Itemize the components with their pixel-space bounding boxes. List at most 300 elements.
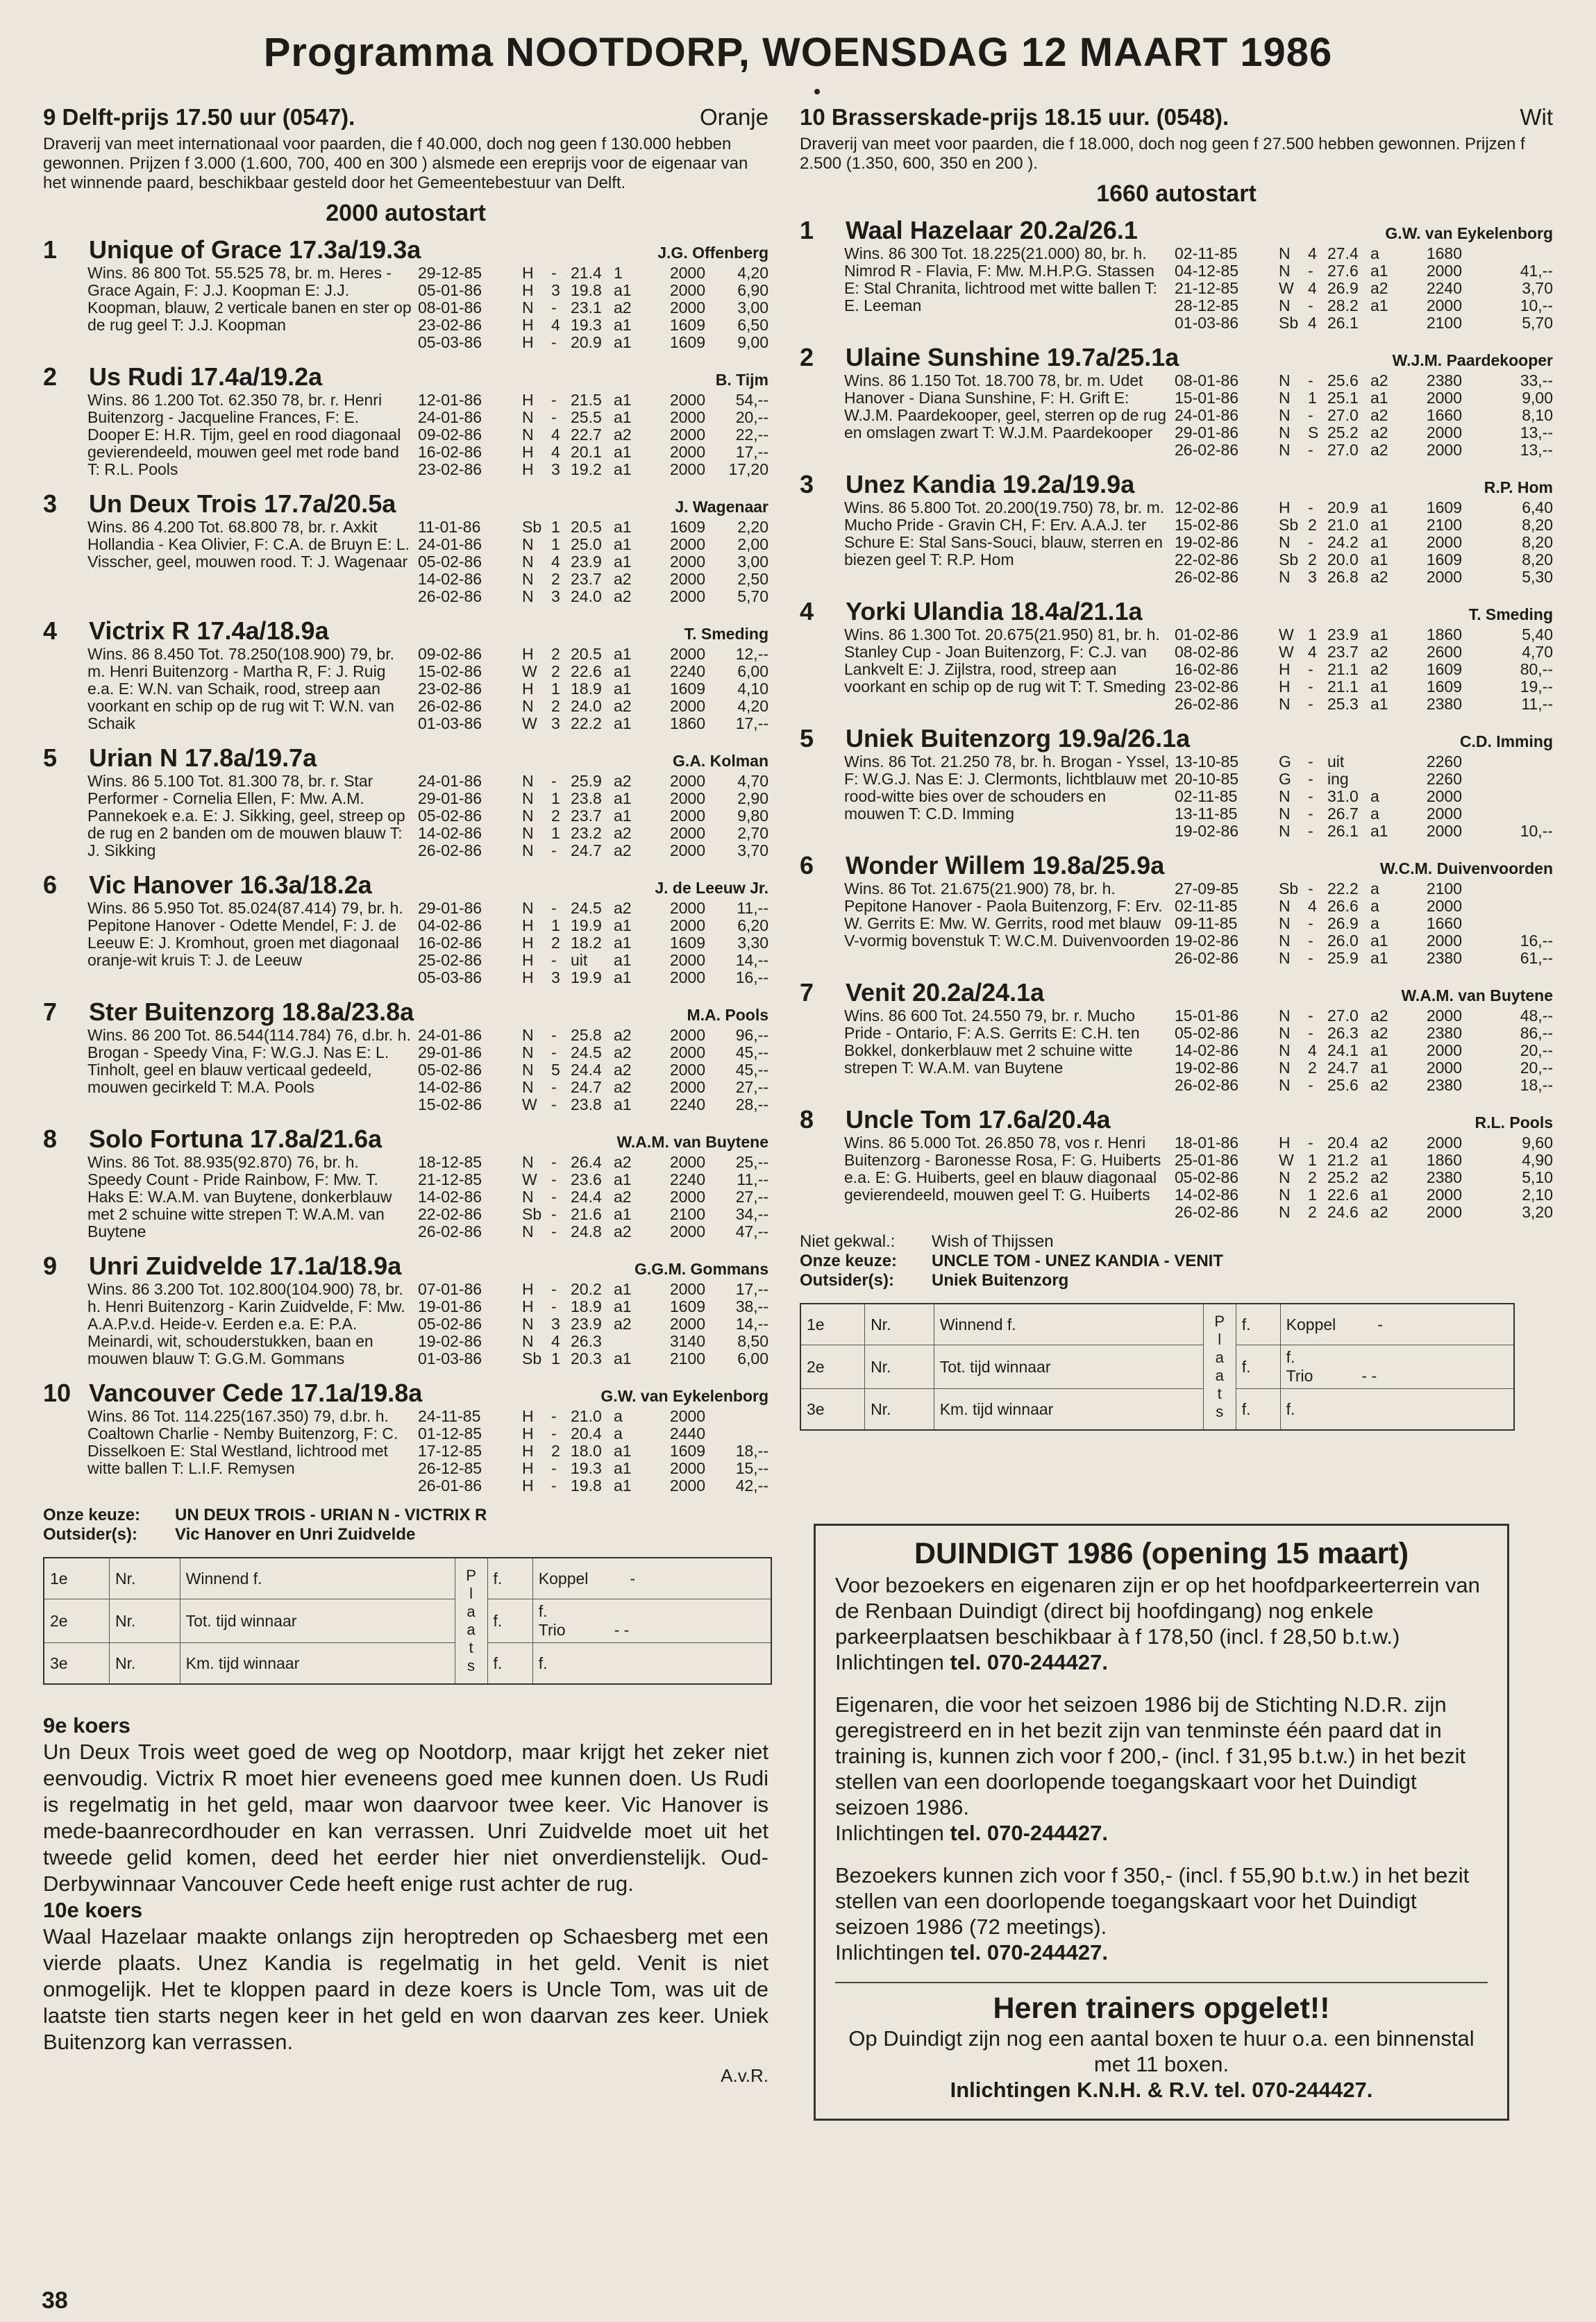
performance-cell: 6,00 bbox=[737, 662, 768, 680]
performance-cell: 4,20 bbox=[737, 697, 768, 715]
performance-cell bbox=[1370, 753, 1400, 771]
performance-table bbox=[418, 1027, 768, 1113]
performance-cell: H bbox=[522, 1477, 534, 1495]
performance-cell: a2 bbox=[614, 1061, 632, 1079]
performance-row bbox=[1175, 805, 1553, 823]
performance-cell bbox=[1370, 314, 1400, 332]
horse-header bbox=[43, 235, 768, 264]
horse-trainer: W.J.M. Paardekooper bbox=[1392, 351, 1553, 369]
performance-cell: 25.9 bbox=[571, 772, 602, 790]
performance-cell: a2 bbox=[1370, 371, 1388, 389]
horse-list bbox=[43, 235, 768, 1495]
performance-cell: 2000 bbox=[669, 1407, 705, 1425]
performance-cell: G bbox=[1279, 770, 1291, 788]
performance-cell: 27-09-85 bbox=[1175, 880, 1239, 898]
divider bbox=[835, 1982, 1488, 1983]
performance-cell: 1 bbox=[551, 535, 560, 553]
performance-cell: 21.1 bbox=[1327, 678, 1359, 696]
performance-cell: a1 bbox=[1370, 533, 1388, 551]
result-table-holder bbox=[800, 1303, 1515, 1431]
performance-cell: 01-03-86 bbox=[1175, 314, 1239, 332]
performance-cell: 5,30 bbox=[1522, 568, 1553, 586]
performance-cell: N bbox=[1279, 932, 1291, 950]
performance-cell: uit bbox=[571, 951, 588, 969]
horse-name: Unri Zuidvelde 17.1a/18.9a bbox=[89, 1252, 402, 1280]
horse-header bbox=[800, 343, 1553, 372]
performance-cell: 5,10 bbox=[1522, 1168, 1553, 1186]
performance-cell: 08-01-86 bbox=[1175, 371, 1239, 389]
performance-cell: 25-02-86 bbox=[418, 951, 482, 969]
performance-cell: a1 bbox=[614, 535, 632, 553]
performance-cell: 2 bbox=[551, 807, 560, 825]
performance-cell: 2000 bbox=[1426, 441, 1462, 459]
performance-row bbox=[418, 646, 768, 663]
start-type: 2000 autostart bbox=[326, 200, 486, 226]
performance-cell: 2000 bbox=[1426, 1059, 1462, 1077]
performance-cell: 1660 bbox=[1426, 914, 1462, 932]
performance-row bbox=[418, 1408, 768, 1425]
performance-cell: 24.1 bbox=[1327, 1041, 1359, 1059]
performance-cell: - bbox=[551, 899, 557, 917]
horse-name: Vic Hanover 16.3a/18.2a bbox=[89, 870, 372, 899]
performance-cell: a1 bbox=[614, 1095, 632, 1113]
performance-cell: N bbox=[1279, 296, 1291, 314]
performance-cell: H bbox=[522, 916, 534, 934]
performance-cell: 2380 bbox=[1426, 695, 1462, 713]
horse-name: Venit 20.2a/24.1a bbox=[846, 978, 1045, 1007]
extra-cell bbox=[1280, 1389, 1514, 1431]
nr-cell: Nr. bbox=[865, 1389, 934, 1431]
extra-cell bbox=[532, 1643, 771, 1685]
performance-cell: 22.6 bbox=[571, 662, 602, 680]
f-label: f. bbox=[538, 1602, 548, 1620]
performance-cell: H bbox=[522, 1424, 534, 1442]
result-label-cell: Km. tijd winnaar bbox=[180, 1643, 455, 1685]
performance-row bbox=[1175, 932, 1553, 950]
performance-cell: a1 bbox=[614, 443, 632, 461]
performance-cell: 19.8 bbox=[571, 1477, 602, 1495]
performance-row bbox=[1175, 678, 1553, 696]
horse-number: 3 bbox=[800, 470, 814, 498]
performance-cell: a2 bbox=[614, 426, 632, 444]
commentary-text: Waal Hazelaar maakte onlangs zijn heroptreden op Schaesberg met een vierde plaats. Unez Kandia is regelmatig in het geld. Venit is niet onmogelijk. Het te kloppen paard in deze koers is Uncle Tom, was uit de laatste tien starts negen keer in het geld en won daarvan zes keer. Uniek Buitenzorg kan verrassen. bbox=[43, 1924, 768, 2054]
performance-cell: 2000 bbox=[1426, 296, 1462, 314]
horse-trainer: J.G. Offenberg bbox=[657, 244, 768, 262]
performance-cell: 47,-- bbox=[735, 1222, 768, 1240]
performance-cell: 12-02-86 bbox=[1175, 498, 1239, 516]
dash: - - bbox=[1361, 1367, 1377, 1385]
performance-cell: N bbox=[522, 697, 534, 715]
ad-paragraph: Eigenaren, die voor het seizoen 1986 bij de Stichting N.D.R. zijn geregistreerd en in het bezit zijn van tenminste één paard dat in training is, kunnen zich voor f 200,- (incl. f 31,95 b.t.w.) in het bezit stellen van een doorlopende toegangskaart voor het Duindigt seizoen 1986. Inlichtingen tel. 070-244427. bbox=[835, 1692, 1466, 1845]
performance-cell: 23.9 bbox=[571, 1315, 602, 1333]
race-description: Draverij van meet voor paarden, die f 18.000, doch nog geen f 27.500 hebben gewonnen. Prijzen f 2.500 (1.350, 600, 350 en 200 ). bbox=[800, 135, 1525, 173]
performance-cell: 20.5 bbox=[571, 518, 602, 536]
horse-trainer: W.A.M. van Buytene bbox=[1401, 986, 1553, 1004]
performance-cell: a2 bbox=[614, 899, 632, 917]
performance-cell: 61,-- bbox=[1520, 949, 1553, 967]
outsider-label: Outsider(s): bbox=[800, 1271, 895, 1290]
performance-cell: 21.4 bbox=[571, 264, 602, 282]
performance-cell: a2 bbox=[614, 570, 632, 588]
horse-header bbox=[43, 362, 768, 392]
performance-cell: 23.6 bbox=[571, 1170, 602, 1188]
performance-cell: 24.6 bbox=[1327, 1203, 1359, 1221]
performance-cell: a1 bbox=[614, 662, 632, 680]
horse-info: Wins. 86 4.200 Tot. 68.800 78, br. r. Axkit Hollandia - Kea Olivier, F: C.A. de Bruyn E: L. Visscher, geel, mouwen rood. T: J. Wagenaar bbox=[87, 518, 410, 571]
performance-row bbox=[418, 1460, 768, 1477]
horse-header bbox=[800, 597, 1553, 626]
horse-trainer: G.A. Kolman bbox=[672, 752, 768, 770]
performance-cell: 26-02-86 bbox=[1175, 1076, 1239, 1094]
performance-cell: 4 bbox=[1308, 1041, 1317, 1059]
trio bbox=[539, 1621, 765, 1640]
performance-cell: 2000 bbox=[669, 824, 705, 842]
horse-entry bbox=[800, 216, 1553, 332]
performance-cell: 6,90 bbox=[737, 281, 768, 299]
performance-cell: - bbox=[551, 951, 557, 969]
horse-entry bbox=[43, 1379, 768, 1495]
performance-cell: 15-02-86 bbox=[418, 662, 482, 680]
f-cell: f. bbox=[487, 1558, 532, 1599]
performance-cell: 2000 bbox=[669, 697, 705, 715]
performance-row bbox=[418, 680, 768, 698]
horse-entry bbox=[800, 597, 1553, 713]
performance-cell: a1 bbox=[614, 518, 632, 536]
performance-cell: a1 bbox=[1370, 296, 1388, 314]
niet-label: Niet gekwal.: bbox=[800, 1232, 896, 1251]
performance-cell: a bbox=[1370, 897, 1379, 915]
keuze-value: UN DEUX TROIS - URIAN N - VICTRIX R bbox=[175, 1506, 487, 1524]
performance-cell: a1 bbox=[614, 1297, 632, 1315]
performance-row bbox=[1175, 1169, 1553, 1186]
performance-cell: 23.7 bbox=[571, 807, 602, 825]
performance-cell: 2100 bbox=[669, 1205, 705, 1223]
performance-row bbox=[418, 698, 768, 715]
horse-entry bbox=[43, 489, 768, 605]
performance-cell: 2000 bbox=[669, 1078, 705, 1096]
performance-cell: - bbox=[551, 772, 557, 790]
performance-cell: 02-11-85 bbox=[1175, 787, 1238, 805]
performance-cell: 2240 bbox=[669, 1170, 705, 1188]
horse-body bbox=[87, 1027, 768, 1113]
horse-info: Wins. 86 800 Tot. 55.525 78, br. m. Heres - Grace Again, F: J.J. Koopman E: J.J. Koopman, blauw, 2 verticale banen en ster op de rug geel T: J.J. Koopman bbox=[87, 264, 412, 334]
performance-row bbox=[418, 1154, 768, 1171]
performance-cell: 1609 bbox=[669, 934, 705, 952]
performance-cell: 19-02-86 bbox=[418, 1332, 482, 1350]
performance-cell: 29-01-86 bbox=[418, 1043, 482, 1061]
keuze-label: Onze keuze: bbox=[800, 1252, 898, 1270]
performance-cell: 2380 bbox=[1426, 371, 1462, 389]
performance-row bbox=[1175, 661, 1553, 678]
performance-cell: 1609 bbox=[669, 316, 705, 334]
picks bbox=[800, 1232, 1553, 1290]
performance-cell: 31.0 bbox=[1327, 787, 1359, 805]
performance-cell: 23.1 bbox=[571, 298, 602, 317]
performance-row bbox=[418, 663, 768, 680]
performance-cell: 2000 bbox=[1426, 822, 1462, 840]
performance-cell: 4 bbox=[1308, 279, 1317, 297]
result-label-cell: Tot. tijd winnaar bbox=[180, 1599, 455, 1643]
performance-cell: 19.3 bbox=[571, 1459, 602, 1477]
performance-cell: a1 bbox=[614, 333, 632, 351]
performance-cell: 45,-- bbox=[735, 1043, 768, 1061]
performance-cell: N bbox=[1279, 949, 1291, 967]
performance-cell: 2000 bbox=[669, 1315, 705, 1333]
performance-cell: 02-11-85 bbox=[1175, 244, 1238, 262]
place-cell: 3e bbox=[44, 1643, 109, 1685]
horse-header bbox=[800, 724, 1553, 753]
horse-header bbox=[800, 978, 1553, 1007]
performance-table bbox=[418, 646, 768, 732]
performance-cell: a bbox=[1370, 787, 1379, 805]
performance-cell: N bbox=[522, 1188, 534, 1206]
performance-row bbox=[1175, 1186, 1553, 1204]
performance-cell: - bbox=[1308, 498, 1313, 516]
performance-cell: 2000 bbox=[669, 645, 705, 663]
performance-cell bbox=[1462, 915, 1553, 932]
performance-row bbox=[418, 536, 768, 553]
performance-cell bbox=[1462, 805, 1553, 823]
performance-cell: 1609 bbox=[669, 333, 705, 351]
result-table bbox=[800, 1303, 1515, 1431]
performance-cell: 2000 bbox=[669, 570, 705, 588]
performance-cell: 21.5 bbox=[571, 391, 602, 409]
horse-body bbox=[87, 1408, 768, 1495]
result-label-cell: Winnend f. bbox=[934, 1304, 1203, 1345]
performance-cell: 13-11-85 bbox=[1175, 805, 1238, 823]
place-cell: 2e bbox=[800, 1345, 865, 1389]
performance-row bbox=[1175, 314, 1553, 332]
performance-table bbox=[418, 264, 768, 351]
performance-cell: 23-02-86 bbox=[418, 460, 482, 478]
performance-cell: - bbox=[551, 1424, 557, 1442]
outsider-value: Uniek Buitenzorg bbox=[932, 1271, 1069, 1290]
performance-cell: 45,-- bbox=[735, 1061, 768, 1079]
horse-name: Urian N 17.8a/19.7a bbox=[89, 743, 317, 772]
niet-value: Wish of Thijssen bbox=[932, 1232, 1054, 1251]
performance-cell: 27,-- bbox=[735, 1188, 768, 1206]
performance-cell: a1 bbox=[614, 951, 632, 969]
performance-cell: N bbox=[1279, 1024, 1291, 1042]
horse-info: Wins. 86 600 Tot. 24.550 79, br. r. Mucho Pride - Ontario, F: A.S. Gerrits E: C.H. ten Bokkel, donkerblauw met 2 schuine witte strepen T: W.A.M. van Buytene bbox=[844, 1007, 1140, 1077]
horse-name: Unez Kandia 19.2a/19.9a bbox=[846, 470, 1135, 498]
performance-cell: 19-02-86 bbox=[1175, 1059, 1239, 1077]
horse-info: Wins. 86 200 Tot. 86.544(114.784) 76, d.br. h. Brogan - Speedy Vina, F: W.G.J. Nas E: L. Tinholt, geel en blauw verticaal gedeeld, mouwen gecirkeld T: M.A. Pools bbox=[87, 1026, 411, 1096]
performance-cell: 9,60 bbox=[1522, 1134, 1553, 1152]
performance-cell: H bbox=[522, 443, 534, 461]
performance-cell: 1860 bbox=[669, 714, 705, 732]
start-type: 1660 autostart bbox=[1096, 180, 1257, 207]
f-label: f. bbox=[538, 1654, 548, 1672]
performance-row bbox=[418, 1223, 768, 1240]
performance-row bbox=[418, 571, 768, 588]
horse-info: Wins. 86 Tot. 114.225(167.350) 79, d.br. h. Coaltown Charlie - Nemby Buitenzorg, F: C. Disselkoen E: Stal Westland, lichtrood met witte ballen T: L.I.F. Remysen bbox=[87, 1407, 398, 1477]
performance-cell: - bbox=[1308, 1007, 1313, 1025]
performance-cell: 2000 bbox=[669, 298, 705, 317]
performance-cell: 15-02-86 bbox=[1175, 516, 1239, 534]
horse-trainer: W.C.M. Duivenvoorden bbox=[1379, 859, 1553, 877]
performance-row bbox=[418, 1079, 768, 1096]
performance-cell: a2 bbox=[614, 1315, 632, 1333]
performance-cell: 24.4 bbox=[571, 1188, 602, 1206]
performance-cell: 12,-- bbox=[735, 645, 768, 663]
result-row bbox=[44, 1643, 771, 1685]
performance-cell: N bbox=[522, 1026, 534, 1044]
performance-cell: 02-11-85 bbox=[1175, 897, 1238, 915]
performance-cell: S bbox=[1308, 423, 1319, 441]
outsider-value: Vic Hanover en Unri Zuidvelde bbox=[175, 1525, 416, 1544]
performance-cell: 2000 bbox=[669, 426, 705, 444]
performance-cell: 04-12-85 bbox=[1175, 262, 1239, 280]
performance-cell: - bbox=[1308, 406, 1313, 424]
performance-cell: - bbox=[1308, 371, 1313, 389]
performance-cell: 2000 bbox=[1426, 1186, 1462, 1204]
performance-cell: 96,-- bbox=[735, 1026, 768, 1044]
performance-cell: a2 bbox=[614, 824, 632, 842]
horse-number: 9 bbox=[43, 1252, 58, 1280]
horse-info: Wins. 86 5.800 Tot. 20.200(19.750) 78, br. m. Mucho Pride - Gravin CH, F: Erv. A.A.J. ter Schure E: Stal Sans-Souci, blauw, sterren en biezen geel T: R.P. Hom bbox=[844, 498, 1165, 569]
performance-cell: 2600 bbox=[1426, 643, 1462, 661]
performance-cell: 2440 bbox=[669, 1424, 705, 1442]
horse-info: Wins. 86 1.200 Tot. 62.350 78, br. r. Henri Buitenzorg - Jacqueline Frances, F: E. Dooper E: H.R. Tijm, geel en rood diagonaal gevierendeeld, mouwen geel met rode band T: R.L. Pools bbox=[87, 391, 401, 478]
horse-info: Wins. 86 Tot. 21.675(21.900) 78, br. h. Pepitone Hanover - Paola Buitenzorg, F: Erv. W. Gerrits E: Mw. W. Gerrits, rood met blauw V-vormig bovenstuk T: W.C.M. Duivenvoorden bbox=[844, 880, 1170, 950]
performance-cell: 24-01-86 bbox=[1175, 406, 1239, 424]
performance-cell: 20.2 bbox=[571, 1280, 602, 1298]
performance-cell: 6,20 bbox=[737, 916, 768, 934]
horse-name: Un Deux Trois 17.7a/20.5a bbox=[89, 489, 396, 518]
performance-cell: 10,-- bbox=[1520, 296, 1553, 314]
performance-row bbox=[1175, 372, 1553, 389]
horse-name: Ulaine Sunshine 19.7a/25.1a bbox=[846, 343, 1179, 371]
performance-cell: 25.2 bbox=[1327, 423, 1359, 441]
performance-cell: 2000 bbox=[1426, 389, 1462, 407]
performance-cell: a1 bbox=[614, 460, 632, 478]
performance-row bbox=[1175, 534, 1553, 551]
performance-row bbox=[1175, 1042, 1553, 1059]
result-label-cell: Km. tijd winnaar bbox=[934, 1389, 1203, 1431]
performance-cell: 5,70 bbox=[737, 587, 768, 605]
performance-cell: N bbox=[1279, 897, 1291, 915]
horse-body bbox=[87, 773, 768, 859]
performance-cell: 26.7 bbox=[1327, 805, 1359, 823]
performance-cell: - bbox=[1308, 805, 1313, 823]
performance-cell bbox=[1462, 753, 1553, 771]
performance-cell: 1 bbox=[551, 680, 560, 698]
performance-cell: a bbox=[614, 1424, 623, 1442]
performance-cell: 38,-- bbox=[735, 1297, 768, 1315]
performance-cell: W bbox=[1279, 279, 1294, 297]
performance-cell: - bbox=[551, 1170, 557, 1188]
performance-cell: 42,-- bbox=[735, 1477, 768, 1495]
performance-cell: 1 bbox=[1308, 625, 1317, 643]
performance-cell: 24.5 bbox=[571, 899, 602, 917]
performance-cell: - bbox=[1308, 949, 1313, 967]
performance-cell: 20.4 bbox=[571, 1424, 602, 1442]
performance-cell: 2260 bbox=[1426, 770, 1462, 788]
performance-cell: H bbox=[522, 391, 534, 409]
performance-cell: N bbox=[1279, 371, 1291, 389]
race-header bbox=[800, 104, 1553, 131]
performance-row bbox=[418, 444, 768, 461]
performance-cell: W bbox=[522, 662, 537, 680]
horse-body bbox=[87, 264, 768, 351]
performance-cell: 2380 bbox=[1426, 1024, 1462, 1042]
result-row bbox=[44, 1558, 771, 1599]
performance-cell: 24-01-86 bbox=[418, 772, 482, 790]
performance-cell: N bbox=[522, 408, 534, 426]
horse-list bbox=[800, 216, 1553, 1221]
horse-name: Us Rudi 17.4a/19.2a bbox=[89, 362, 323, 391]
performance-cell: 26.6 bbox=[1327, 897, 1359, 915]
performance-cell: 19-02-86 bbox=[1175, 822, 1239, 840]
performance-cell: - bbox=[551, 333, 557, 351]
performance-row bbox=[418, 1281, 768, 1298]
performance-cell: a1 bbox=[614, 408, 632, 426]
performance-cell: 2000 bbox=[669, 1280, 705, 1298]
performance-cell: 23.7 bbox=[571, 570, 602, 588]
performance-table bbox=[1175, 626, 1553, 713]
performance-cell: 07-01-86 bbox=[418, 1280, 482, 1298]
performance-cell: a1 bbox=[1370, 498, 1388, 516]
performance-cell: 9,00 bbox=[737, 333, 768, 351]
performance-cell: - bbox=[551, 1153, 557, 1171]
performance-cell: N bbox=[1279, 1168, 1291, 1186]
performance-cell: a2 bbox=[1370, 1024, 1388, 1042]
horse-header bbox=[43, 1379, 768, 1408]
performance-cell: 05-02-86 bbox=[418, 553, 482, 571]
performance-cell: 19.2 bbox=[571, 460, 602, 478]
horse-header bbox=[43, 489, 768, 519]
performance-cell: ing bbox=[1327, 770, 1349, 788]
horse-header bbox=[43, 1125, 768, 1154]
performance-cell: - bbox=[1308, 770, 1313, 788]
performance-cell: - bbox=[1308, 822, 1313, 840]
performance-row bbox=[418, 588, 768, 605]
performance-cell: 3 bbox=[1308, 568, 1317, 586]
performance-cell: 2000 bbox=[669, 535, 705, 553]
performance-cell: a1 bbox=[614, 391, 632, 409]
performance-cell: Sb bbox=[522, 1205, 542, 1223]
performance-cell: 05-02-86 bbox=[418, 1315, 482, 1333]
horse-entry bbox=[43, 616, 768, 732]
keuze-value: UNCLE TOM - UNEZ KANDIA - VENIT bbox=[932, 1252, 1223, 1270]
performance-cell: 14-02-86 bbox=[418, 570, 482, 588]
performance-cell: a bbox=[1370, 244, 1379, 262]
performance-cell: 26-01-86 bbox=[418, 1477, 482, 1495]
performance-cell: 2000 bbox=[669, 553, 705, 571]
performance-cell: a1 bbox=[1370, 695, 1388, 713]
performance-cell: 05-03-86 bbox=[418, 333, 482, 351]
horse-entry bbox=[800, 343, 1553, 459]
performance-cell: 2000 bbox=[1426, 533, 1462, 551]
performance-cell: a1 bbox=[614, 1477, 632, 1495]
performance-cell: 05-02-86 bbox=[418, 1061, 482, 1079]
performance-cell: N bbox=[1279, 822, 1291, 840]
performance-cell: 8,10 bbox=[1522, 406, 1553, 424]
performance-row bbox=[1175, 280, 1553, 297]
performance-cell: H bbox=[522, 645, 534, 663]
horse-number: 6 bbox=[43, 870, 58, 899]
trio-label: Trio bbox=[1286, 1367, 1313, 1385]
performance-cell: 16-02-86 bbox=[418, 934, 482, 952]
ad-contact: Inlichtingen K.N.H. & R.V. tel. 070-244427. bbox=[950, 2078, 1373, 2102]
nr-cell: Nr. bbox=[109, 1599, 180, 1643]
horse-entry bbox=[43, 362, 768, 478]
performance-cell: 13,-- bbox=[1520, 423, 1553, 441]
horse-body bbox=[87, 646, 768, 732]
performance-cell: 20,-- bbox=[735, 408, 768, 426]
performance-cell: 24.0 bbox=[571, 587, 602, 605]
